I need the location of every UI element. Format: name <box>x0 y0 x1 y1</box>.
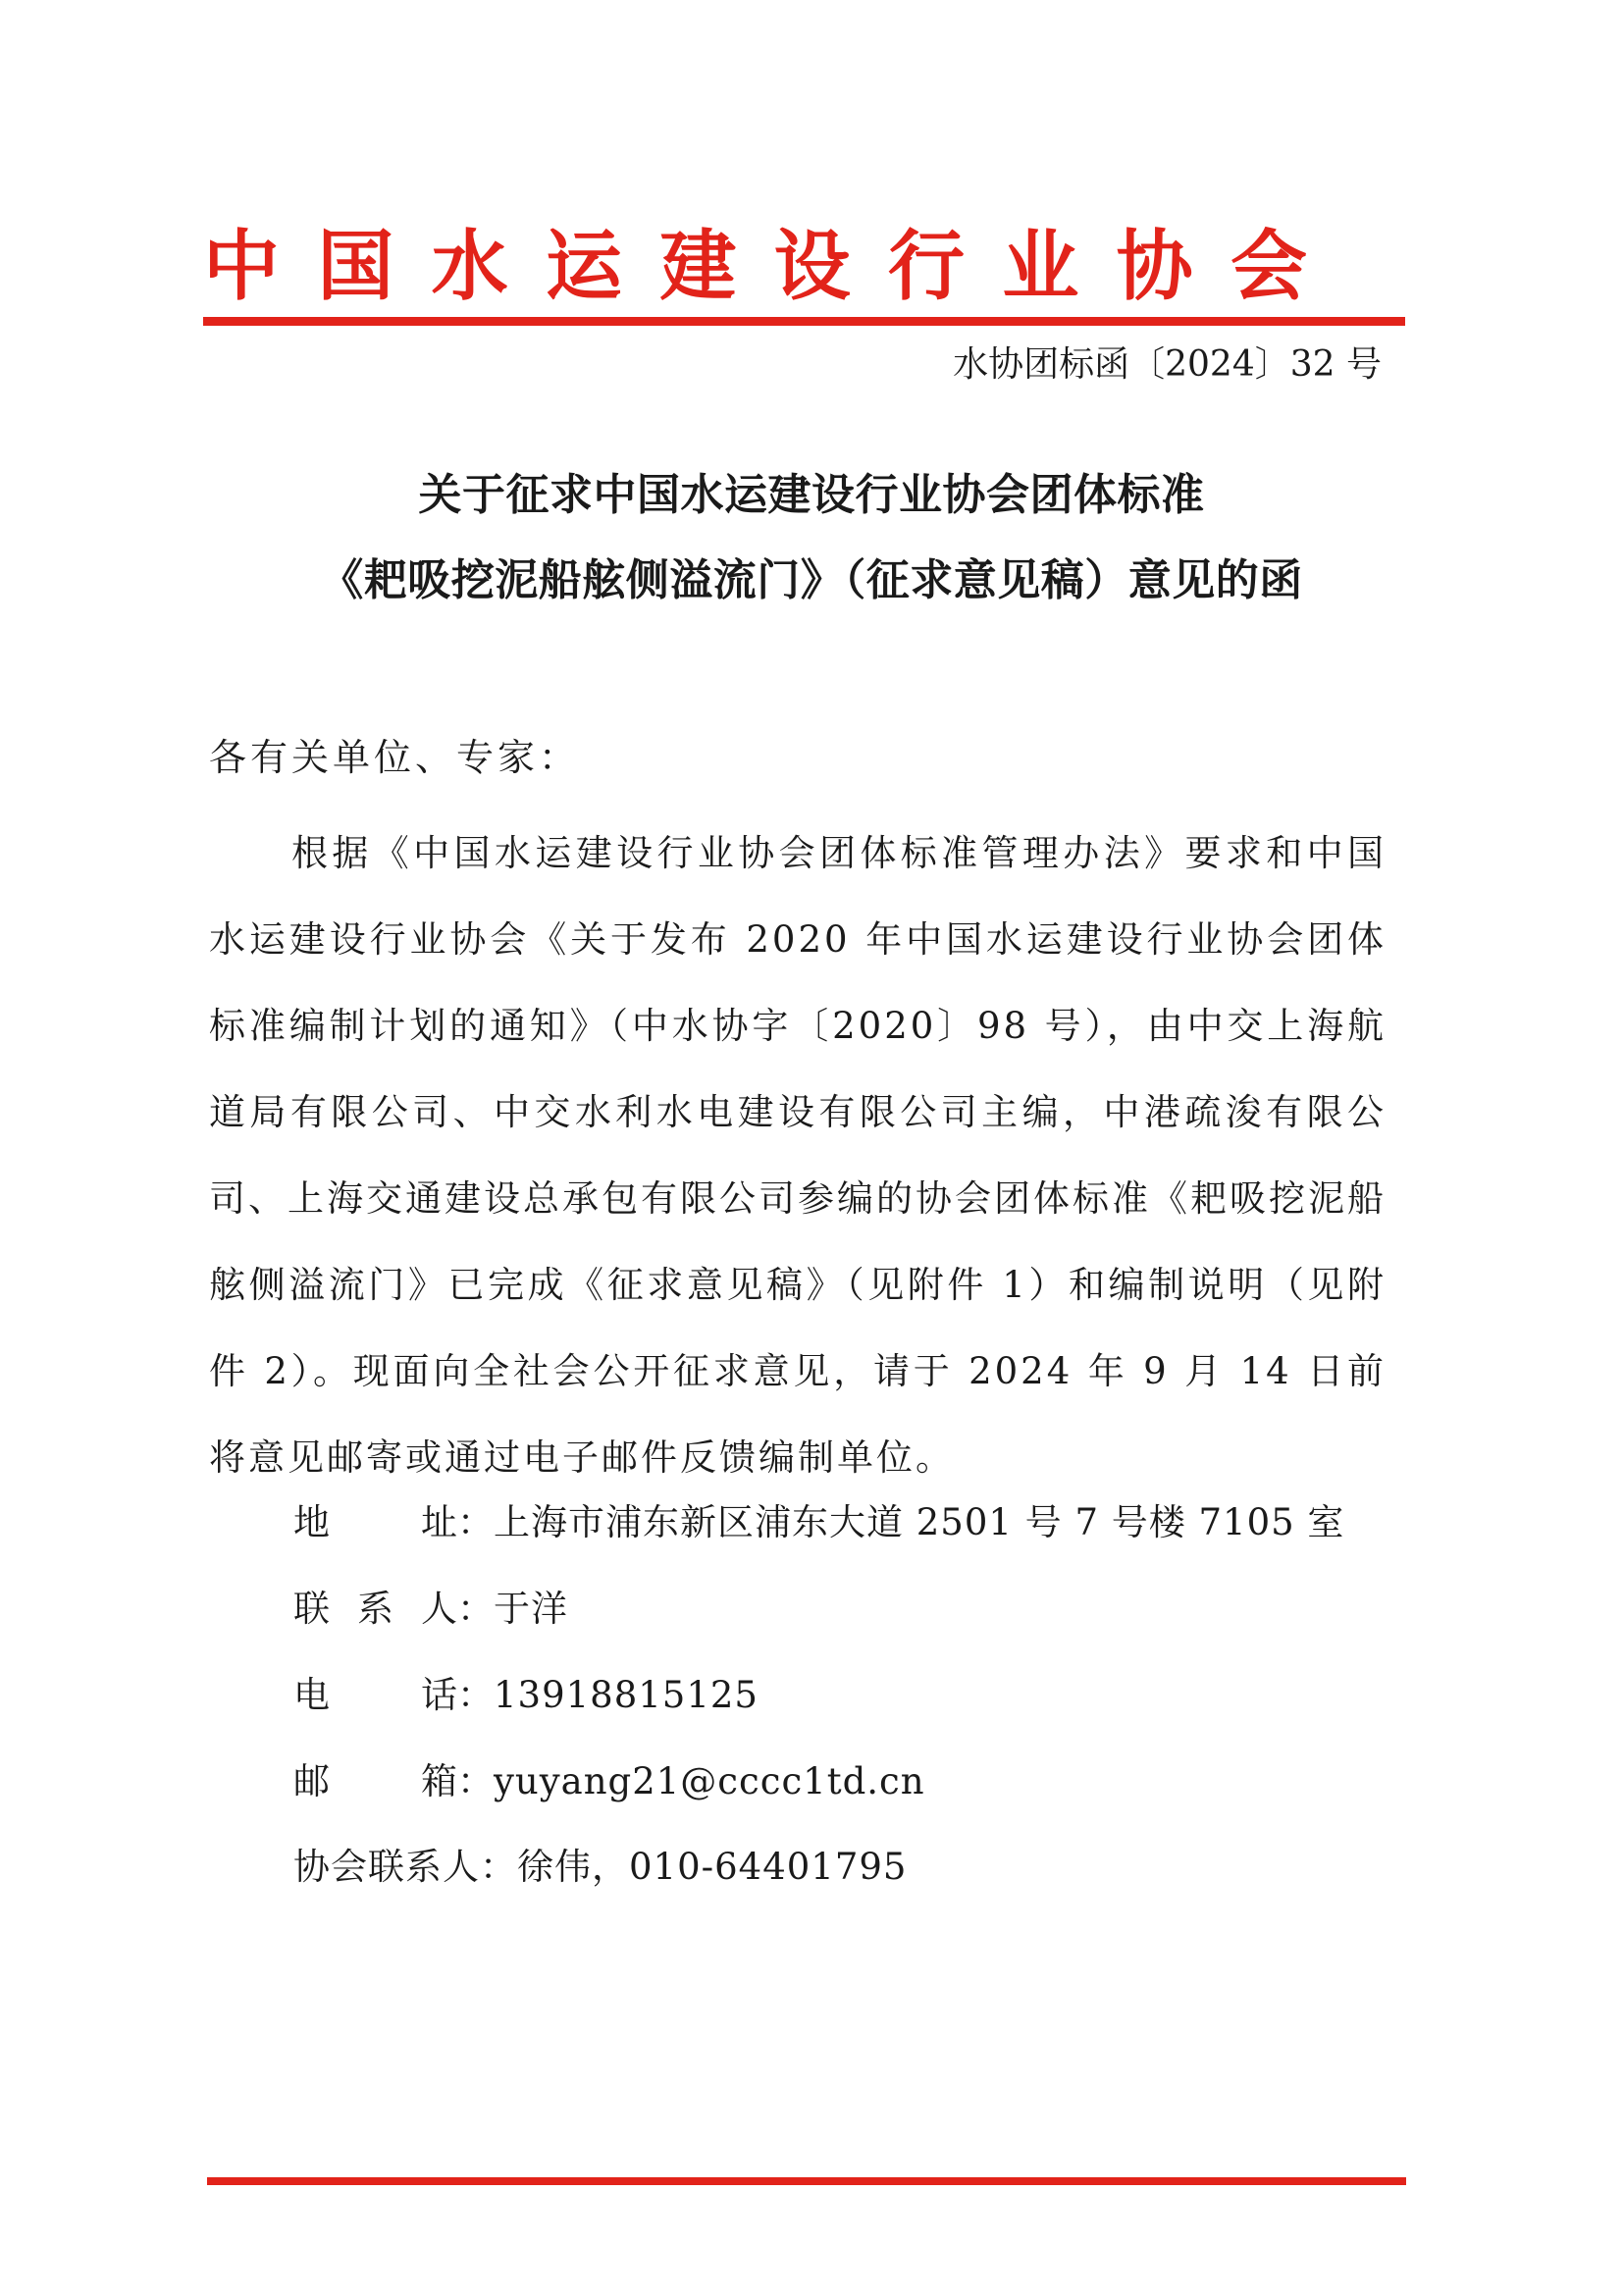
document-number: 水协团标函〔2024〕32 号 <box>953 344 1382 385</box>
contact-address-value: 上海市浦东新区浦东大道 2501 号 7 号楼 7105 室 <box>494 1501 1345 1543</box>
label-part: 箱： <box>421 1760 494 1802</box>
document-title-line-1: 关于征求中国水运建设行业协会团体标准 <box>418 470 1205 520</box>
label-part: 电 <box>293 1674 330 1716</box>
contact-person-value: 于洋 <box>494 1588 568 1630</box>
contact-phone-value: 13918815125 <box>494 1674 759 1716</box>
letterhead-char: 行 <box>887 223 965 311</box>
contact-phone <box>293 1671 759 1720</box>
letterhead-char: 运 <box>545 223 622 311</box>
letterhead-char: 建 <box>659 223 737 311</box>
header-red-rule <box>203 317 1405 326</box>
contact-email <box>293 1757 925 1806</box>
letterhead-char: 设 <box>773 223 851 311</box>
contact-email-label <box>293 1757 494 1806</box>
letterhead-char: 国 <box>317 223 394 311</box>
document-title-line-2: 《耙吸挖泥船舷侧溢流门》（征求意见稿）意见的函 <box>320 555 1303 605</box>
label-part: 址： <box>421 1501 494 1543</box>
label-part: 邮 <box>293 1760 330 1802</box>
contact-address-label <box>293 1498 494 1547</box>
letterhead-char: 中 <box>203 223 281 311</box>
contact-person <box>293 1585 568 1634</box>
body-paragraph: 根据《中国水运建设行业协会团体标准管理办法》要求和中国水运建设行业协会《关于发布 2020 年中国水运建设行业协会团体标准编制计划的通知》（中水协字〔2020〕98 号），由中交上海航道局有限公司、中交水利水电建设有限公司主编，中港疏浚有限公司、上海交通建设总承包有限公司参编的协会团体标准《耙吸挖泥船舷侧溢流门》已完成《征求意见稿》（见附件 1）和编制说明（见附件 2）。现面向全社会公开征求意见，请于 2024 年 9 月 14 日前将意见邮寄或通过电子邮件反馈编制单位。 <box>209 832 1387 1479</box>
letterhead-char: 水 <box>431 223 508 311</box>
contact-person-label <box>293 1585 494 1634</box>
salutation: 各有关单位、专家： <box>209 736 581 779</box>
letterhead-char: 协 <box>1116 223 1193 311</box>
letterhead-char: 会 <box>1230 223 1307 311</box>
association-contact: 协会联系人：徐伟，010-64401795 <box>293 1846 908 1888</box>
label-part: 联 <box>293 1588 330 1630</box>
footer-red-rule <box>207 2177 1406 2185</box>
letterhead-char: 业 <box>1002 223 1079 311</box>
organization-letterhead <box>203 218 1307 316</box>
contact-address <box>293 1498 1344 1547</box>
contact-email-value: yuyang21@cccc1td.cn <box>494 1760 925 1802</box>
label-part: 人： <box>421 1588 494 1630</box>
label-part: 话： <box>421 1674 494 1716</box>
label-part: 地 <box>293 1501 330 1543</box>
contact-phone-label <box>293 1671 494 1720</box>
label-part: 系 <box>357 1588 393 1630</box>
